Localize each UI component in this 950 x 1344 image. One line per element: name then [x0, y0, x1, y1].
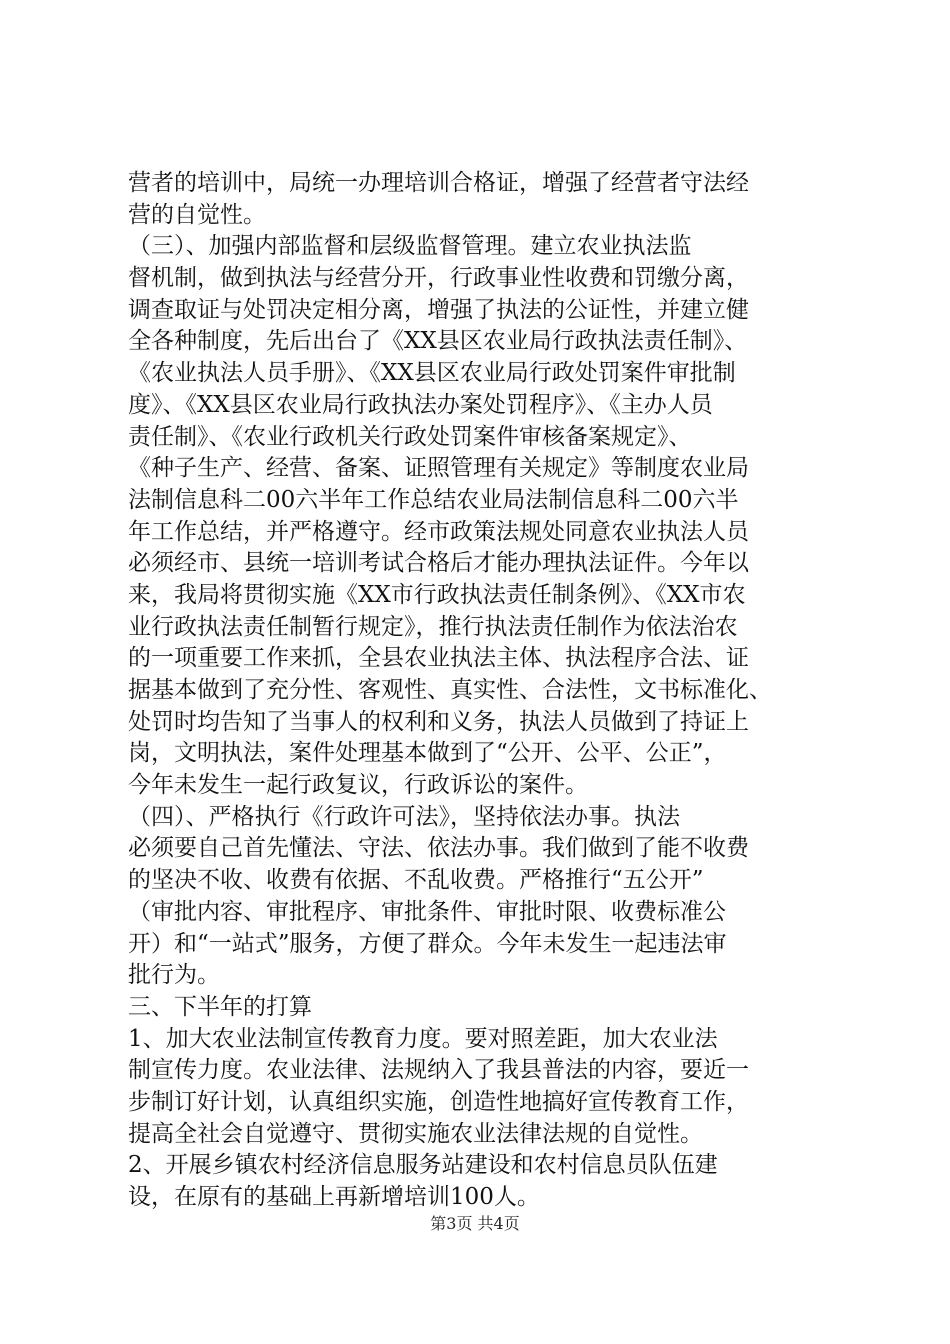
text-line: 开）和“一站式”服务，方便了群众。今年未发生一起违法审: [128, 930, 727, 957]
text-line: 岗，文明执法，案件处理基本做到了“公开、公平、公正”，: [128, 740, 727, 767]
text-line: （三）、加强内部监督和层级监督管理。建立农业执法监: [128, 233, 692, 260]
text-line: 督机制，做到执法与经营分开，行政事业性收费和罚缴分离，: [128, 265, 749, 292]
text-line: 调查取证与处罚决定相分离，增强了执法的公证性，并建立健: [128, 296, 749, 323]
text-line: 的坚决不收、收费有依据、不乱收费。严格推行“五公开”: [128, 867, 704, 894]
text-line: 必须经市、县统一培训考试合格后才能办理执法证件。今年以: [128, 550, 749, 577]
text-line: 必须要自己首先懂法、守法、依法办事。我们做到了能不收费: [128, 835, 749, 862]
text-line: 步制订好计划，认真组织实施，创造性地搞好宣传教育工作，: [128, 1088, 749, 1115]
text-line: （审批内容、审批程序、审批条件、审批时限、收费标准公: [128, 898, 726, 925]
page-number-footer: 第3页 共4页: [430, 1214, 520, 1233]
section-heading: 三、下半年的打算: [128, 993, 312, 1020]
document-body: [128, 168, 840, 1214]
text-line: （四）、严格执行《行政许可法》，坚持依法办事。执法: [128, 803, 680, 830]
text-line: 度》、《XX县区农业局行政执法办案处罚程序》、《主办人员: [128, 391, 713, 418]
text-line: 据基本做到了充分性、客观性、真实性、合法性，文书标准化、: [128, 677, 772, 703]
text-line: 全各种制度，先后出台了《XX县区农业局行政执法责任制》、: [128, 328, 748, 355]
text-line: 的一项重要工作来抓，全县农业执法主体、执法程序合法、证: [128, 645, 749, 672]
text-line: 法制信息科二00六半年工作总结农业局法制信息科二00六半: [128, 486, 739, 513]
text-line: 《农业执法人员手册》、《XX县区农业局行政处罚案件审批制: [128, 360, 736, 387]
text-line: 制宣传力度。农业法律、法规纳入了我县普法的内容，要近一: [128, 1057, 749, 1084]
text-line: 提高全社会自觉遵守、贯彻实施农业法律法规的自觉性。: [128, 1120, 703, 1147]
text-line: 营者的培训中，局统一办理培训合格证，增强了经营者守法经: [128, 170, 749, 196]
text-line: 2、开展乡镇农村经济信息服务站建设和农村信息员队伍建: [128, 1152, 718, 1179]
text-line: 业行政执法责任制暂行规定》，推行执法责任制作为依法治农: [128, 613, 738, 640]
text-line: 营的自觉性。: [128, 201, 266, 228]
text-line: 1、加大农业法制宣传教育力度。要对照差距，加大农业法: [128, 1025, 718, 1052]
text-line: 《种子生产、经营、备案、证照管理有关规定》等制度农业局: [128, 455, 749, 482]
text-line: 设，在原有的基础上再新增培训100人。: [128, 1184, 540, 1210]
text-line: 处罚时均告知了当事人的权利和义务，执法人员做到了持证上: [128, 708, 749, 735]
text-line: 今年未发生一起行政复议，行政诉讼的案件。: [128, 772, 588, 799]
text-line: 年工作总结，并严格遵守。经市政策法规处同意农业执法人员: [128, 518, 749, 545]
text-line: 责任制》、《农业行政机关行政处罚案件审核备案规定》、: [128, 423, 692, 450]
text-line: 来，我局将贯彻实施《XX市行政执法责任制条例》、《XX市农: [128, 581, 746, 608]
text-line: 批行为。: [128, 962, 220, 989]
